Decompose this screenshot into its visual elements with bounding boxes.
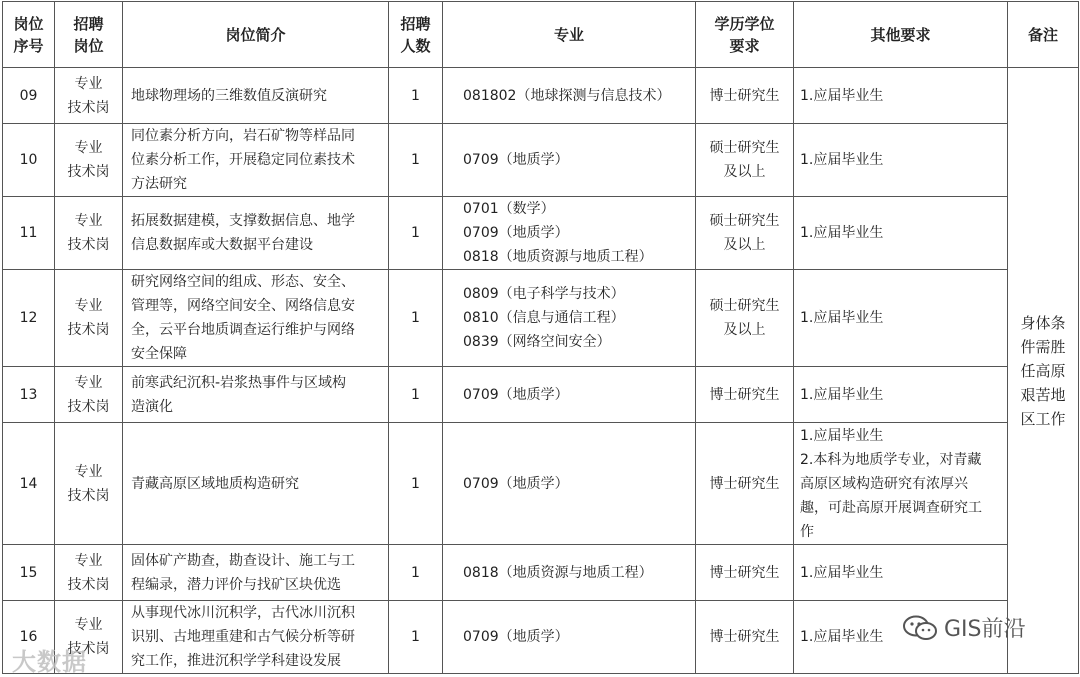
row-other-cell: 1.应届毕业生 (794, 124, 1008, 197)
row-other-cell: 1.应届毕业生 (794, 545, 1008, 601)
row-description-cell: 固体矿产勘查，勘查设计、施工与工 程编录，潜力评价与找矿区块优选 (123, 545, 389, 601)
watermark-right (902, 612, 1026, 643)
row-count-cell: 1 (389, 423, 443, 545)
row-id-cell: 12 (3, 270, 55, 367)
row-id-cell: 09 (3, 68, 55, 124)
row-id-cell: 16 (3, 601, 55, 674)
row-position-cell: 专业 技术岗 (55, 68, 123, 124)
header-degree: 学历学位 要求 (696, 2, 794, 68)
row-major-cell: 081802（地球探测与信息技术） (443, 68, 696, 124)
table-row (3, 270, 1079, 367)
row-degree-cell: 博士研究生 (696, 423, 794, 545)
row-other-cell: 1.应届毕业生 (794, 197, 1008, 270)
table-row (3, 124, 1079, 197)
row-count-cell: 1 (389, 545, 443, 601)
row-major-cell: 0709（地质学） (443, 367, 696, 423)
row-position-cell: 专业 技术岗 (55, 367, 123, 423)
header-count: 招聘 人数 (389, 2, 443, 68)
row-other-cell: 1.应届毕业生 (794, 367, 1008, 423)
table-row (3, 367, 1079, 423)
row-description-cell: 拓展数据建模，支撑数据信息、地学 信息数据库或大数据平台建设 (123, 197, 389, 270)
row-description-cell: 青藏高原区域地质构造研究 (123, 423, 389, 545)
wechat-icon (902, 614, 938, 642)
row-id-cell: 10 (3, 124, 55, 197)
row-id-cell: 11 (3, 197, 55, 270)
row-position-cell: 专业 技术岗 (55, 197, 123, 270)
row-major-cell: 0709（地质学） (443, 423, 696, 545)
header-description: 岗位简介 (123, 2, 389, 68)
row-id-cell: 14 (3, 423, 55, 545)
row-degree-cell: 硕士研究生 及以上 (696, 270, 794, 367)
recruitment-table (2, 1, 1079, 674)
row-count-cell: 1 (389, 367, 443, 423)
row-major-cell: 0709（地质学） (443, 601, 696, 674)
row-id-cell: 13 (3, 367, 55, 423)
row-degree-cell: 博士研究生 (696, 601, 794, 674)
row-position-cell: 专业 技术岗 (55, 545, 123, 601)
table-row (3, 423, 1079, 545)
header-note: 备注 (1008, 2, 1079, 68)
header-other: 其他要求 (794, 2, 1008, 68)
row-major-cell: 0818（地质资源与地质工程） (443, 545, 696, 601)
row-id-cell: 15 (3, 545, 55, 601)
row-other-cell: 1.应届毕业生 2.本科为地质学专业，对青藏 高原区域构造研究有浓厚兴 趣，可赴高原开展调查研究工 作 (794, 423, 1008, 545)
watermark-right-text: GIS前沿 (944, 617, 1026, 642)
row-position-cell: 专业 技术岗 (55, 423, 123, 545)
header-id: 岗位 序号 (3, 2, 55, 68)
row-other-cell: 1.应届毕业生 (794, 601, 1008, 674)
table-row (3, 545, 1079, 601)
row-major-cell: 0709（地质学） (443, 124, 696, 197)
row-degree-cell: 博士研究生 (696, 68, 794, 124)
row-degree-cell: 硕士研究生 及以上 (696, 124, 794, 197)
header-major: 专业 (443, 2, 696, 68)
row-position-cell: 专业 技术岗 (55, 270, 123, 367)
row-position-cell: 专业 技术岗 (55, 601, 123, 674)
table-row (3, 197, 1079, 270)
row-major-cell: 0809（电子科学与技术） 0810（信息与通信工程） 0839（网络空间安全） (443, 270, 696, 367)
row-major-cell: 0701（数学） 0709（地质学） 0818（地质资源与地质工程） (443, 197, 696, 270)
row-description-cell: 前寒武纪沉积-岩浆热事件与区域构 造演化 (123, 367, 389, 423)
row-description-cell: 同位素分析方向，岩石矿物等样品同 位素分析工作，开展稳定同位素技术 方法研究 (123, 124, 389, 197)
row-degree-cell: 博士研究生 (696, 367, 794, 423)
watermark-left: 大数据 (12, 648, 87, 676)
row-description-cell: 地球物理场的三维数值反演研究 (123, 68, 389, 124)
header-position: 招聘 岗位 (55, 2, 123, 68)
row-count-cell: 1 (389, 197, 443, 270)
row-other-cell: 1.应届毕业生 (794, 68, 1008, 124)
table-row (3, 68, 1079, 124)
row-degree-cell: 博士研究生 (696, 545, 794, 601)
row-degree-cell: 硕士研究生 及以上 (696, 197, 794, 270)
table-header-row (3, 2, 1079, 68)
row-count-cell: 1 (389, 270, 443, 367)
row-count-cell: 1 (389, 68, 443, 124)
row-count-cell: 1 (389, 601, 443, 674)
row-other-cell: 1.应届毕业生 (794, 270, 1008, 367)
note-cell: 身体条 件需胜 任高原 艰苦地 区工作 (1008, 68, 1079, 674)
row-count-cell: 1 (389, 124, 443, 197)
row-description-cell: 从事现代冰川沉积学，古代冰川沉积 识别、古地理重建和古气候分析等研 究工作，推进沉积学学科建设发展 (123, 601, 389, 674)
row-description-cell: 研究网络空间的组成、形态、安全、 管理等，网络空间安全、网络信息安 全，云平台地质调查运行维护与网络 安全保障 (123, 270, 389, 367)
row-position-cell: 专业 技术岗 (55, 124, 123, 197)
